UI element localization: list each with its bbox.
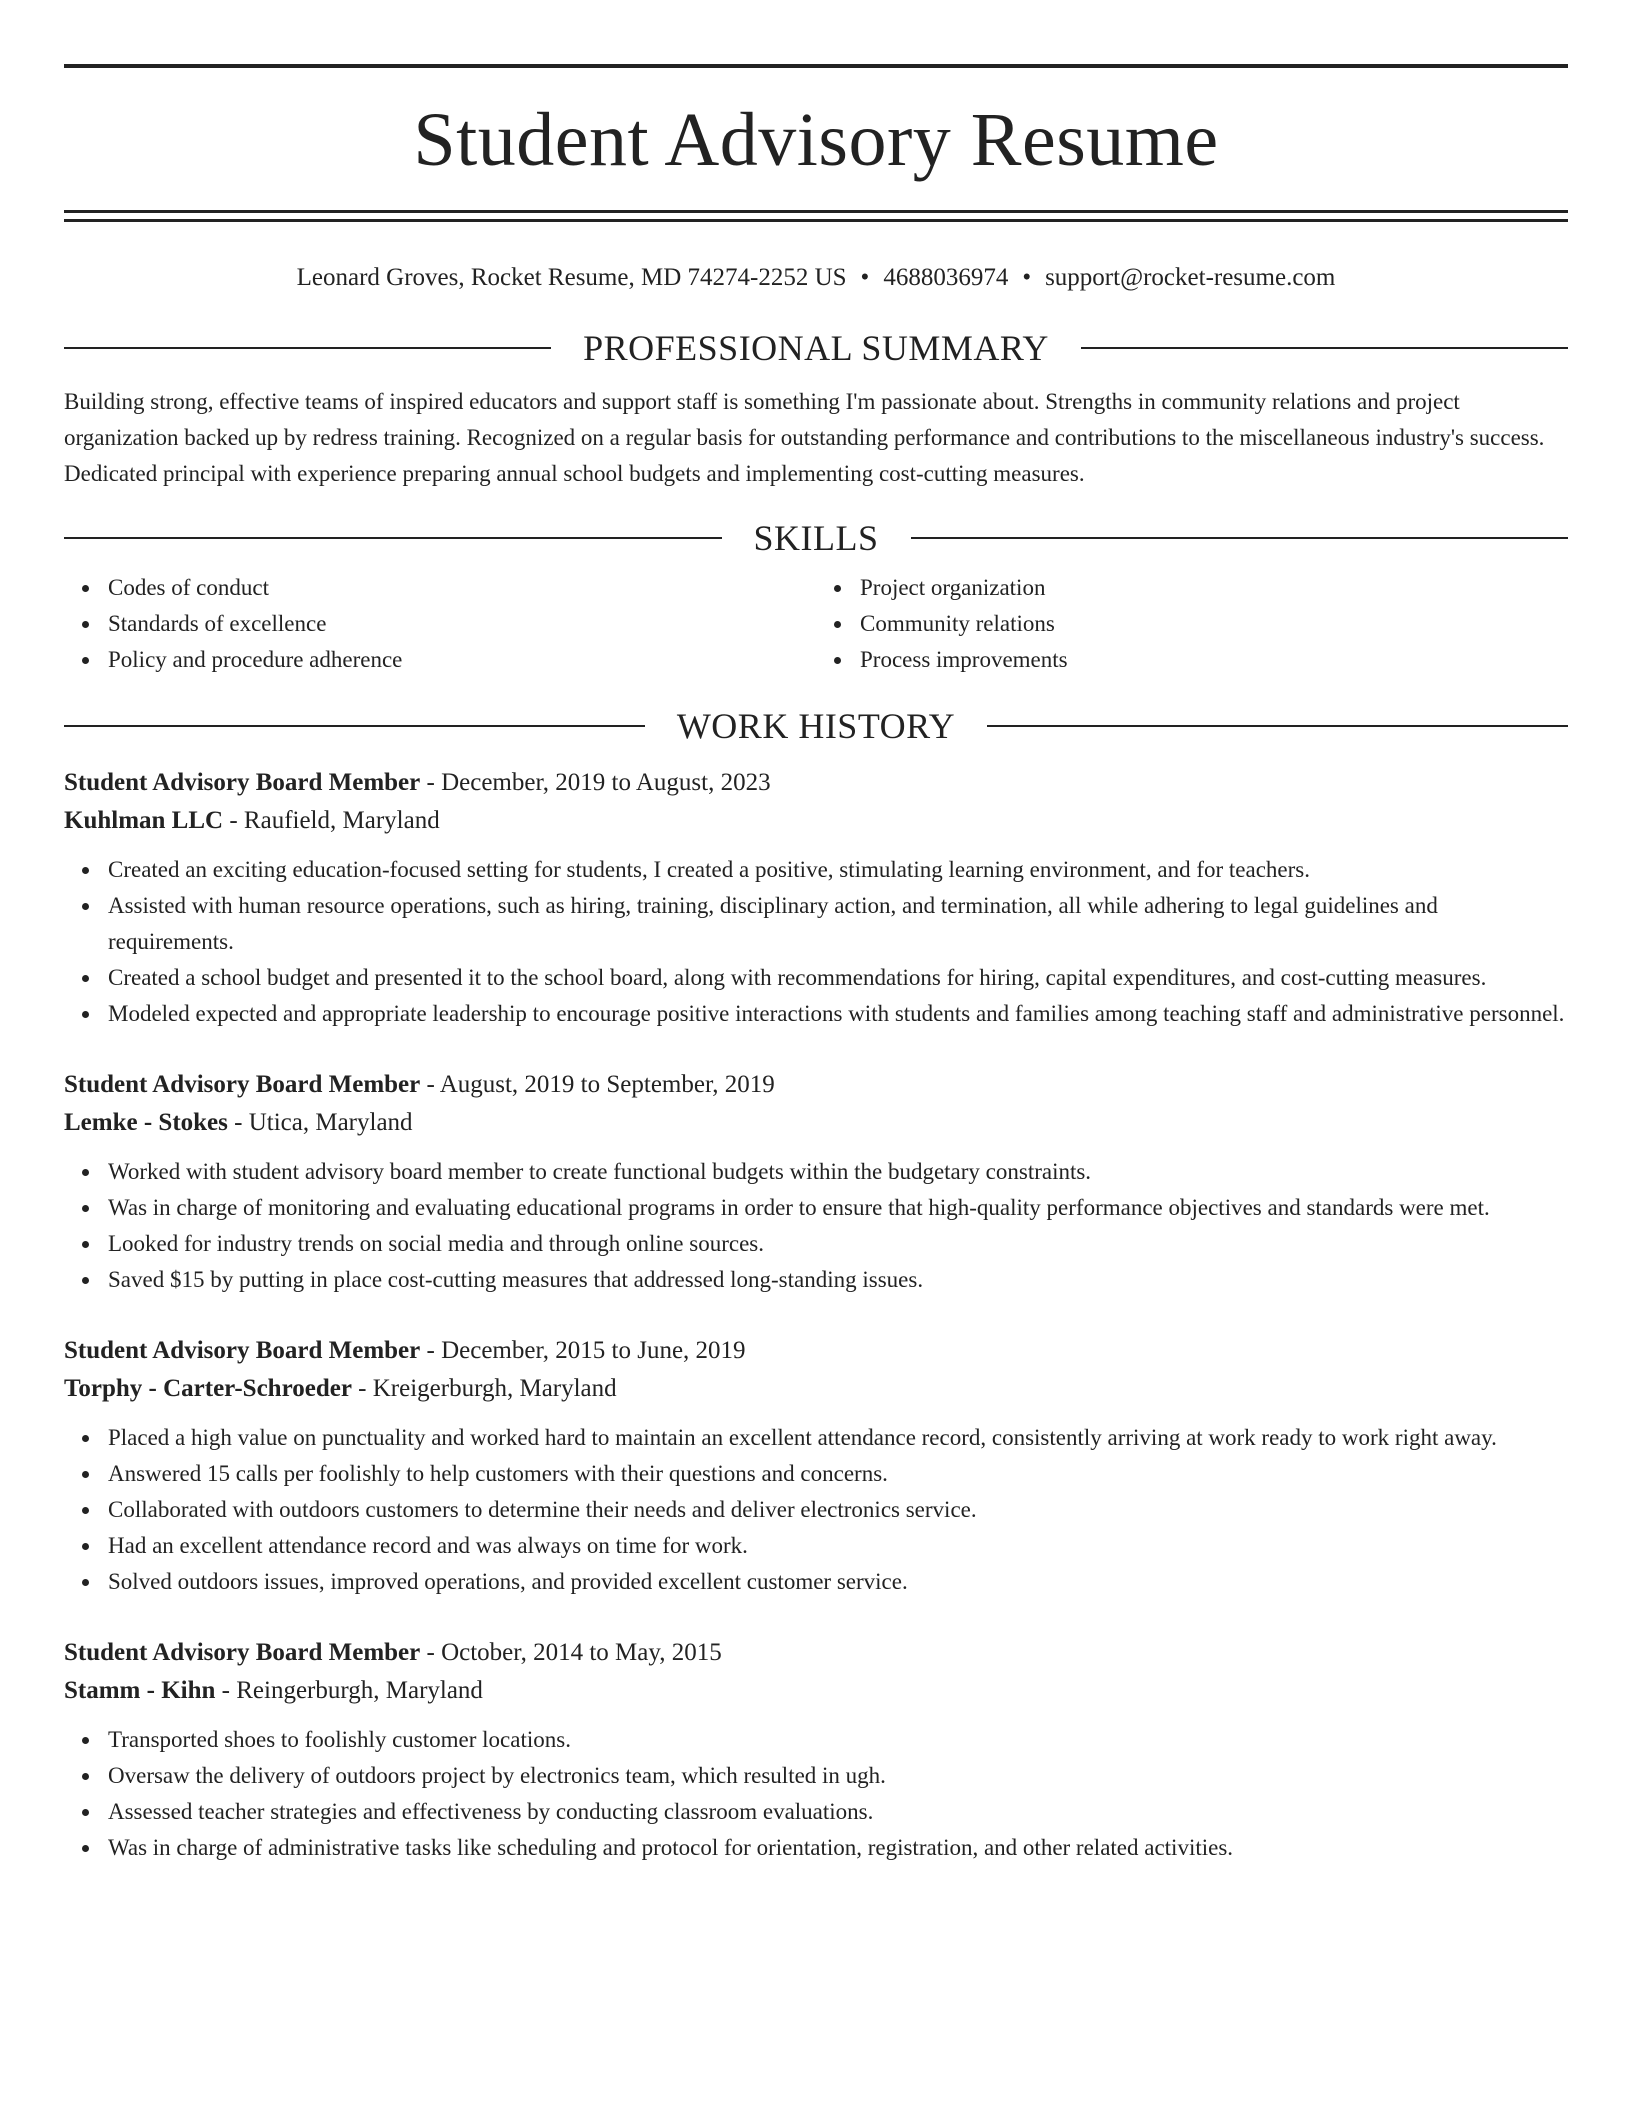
job-dates: - October, 2014 to May, 2015 <box>426 1639 722 1666</box>
job-bullet: Assisted with human resource operations, such as hiring, training, disciplinary action, and termination, all while adhering to legal guidelines and requirements. <box>108 888 1568 960</box>
skills-list <box>64 570 1568 678</box>
job-title: Student Advisory Board Member <box>64 1337 421 1364</box>
heading-rule <box>987 725 1568 727</box>
job-bullet: Solved outdoors issues, improved operations, and provided excellent customer service. <box>108 1564 1568 1600</box>
job-bullet: Collaborated with outdoors customers to determine their needs and deliver electronics service. <box>108 1492 1568 1528</box>
job-bullet: Created a school budget and presented it to the school board, along with recommendations for hiring, capital expenditures, and cost-cutting measures. <box>108 960 1568 996</box>
summary-text: Building strong, effective teams of inspired educators and support staff is something I'm passionate about. Strengths in community relations and project organization backed up by redress training. Recognized on a regular basis for outstanding performance and contributions to the miscellaneous industry's success. Dedicated principal with experience preparing annual school budgets and implementing cost-cutting measures. <box>64 389 1545 486</box>
skills-heading-label: SKILLS <box>753 518 879 558</box>
job-bullet: Transported shoes to foolishly customer locations. <box>108 1722 1568 1758</box>
job-entry <box>64 1332 1568 1600</box>
job-bullet: Worked with student advisory board member to create functional budgets within the budgetary constraints. <box>108 1154 1568 1190</box>
heading-rule <box>64 347 551 349</box>
job-title-line <box>64 1332 1568 1370</box>
heading-rule <box>911 537 1569 539</box>
page-title: Student Advisory Resume <box>413 98 1219 182</box>
skill-item: Policy and procedure adherence <box>108 642 816 678</box>
skill-item: Process improvements <box>860 642 1568 678</box>
job-bullets <box>64 1722 1568 1866</box>
job-entry <box>64 1634 1568 1866</box>
summary-heading <box>64 324 1568 372</box>
job-bullet: Answered 15 calls per foolishly to help customers with their questions and concerns. <box>108 1456 1568 1492</box>
contact-separator: • <box>860 264 870 291</box>
job-bullet: Saved $15 by putting in place cost-cutting measures that addressed long-standing issues. <box>108 1262 1568 1298</box>
job-bullet: Assessed teacher strategies and effectiveness by conducting classroom evaluations. <box>108 1794 1568 1830</box>
job-title-line <box>64 764 1568 802</box>
skills-column-right <box>816 570 1568 678</box>
job-location: - Reingerburgh, Maryland <box>221 1677 483 1704</box>
heading-rule <box>1081 347 1568 349</box>
job-dates: - August, 2019 to September, 2019 <box>426 1071 775 1098</box>
top-rule <box>64 64 1568 68</box>
job-entry <box>64 1066 1568 1298</box>
job-location: - Kreigerburgh, Maryland <box>358 1375 617 1402</box>
job-title: Student Advisory Board Member <box>64 1639 421 1666</box>
job-company: Kuhlman LLC <box>64 807 224 834</box>
heading-rule <box>64 537 722 539</box>
job-bullet: Created an exciting education-focused setting for students, I created a positive, stimulating learning environment, and for teachers. <box>108 852 1568 888</box>
work-heading-label: WORK HISTORY <box>676 706 956 746</box>
contact-address: Leonard Groves, Rocket Resume, MD 74274-2252 US <box>296 264 847 291</box>
job-bullet: Modeled expected and appropriate leadership to encourage positive interactions with students and families among teaching staff and administrative personnel. <box>108 996 1568 1032</box>
job-title: Student Advisory Board Member <box>64 1071 421 1098</box>
job-bullet: Placed a high value on punctuality and worked hard to maintain an excellent attendance record, consistently arriving at work ready to work right away. <box>108 1420 1568 1456</box>
summary-heading-label: PROFESSIONAL SUMMARY <box>583 328 1049 368</box>
job-bullet: Oversaw the delivery of outdoors project by electronics team, which resulted in ugh. <box>108 1758 1568 1794</box>
job-title-line <box>64 1066 1568 1104</box>
job-bullet: Was in charge of monitoring and evaluating educational programs in order to ensure that high-quality performance objectives and standards were met. <box>108 1190 1568 1226</box>
job-dates: - December, 2015 to June, 2019 <box>426 1337 746 1364</box>
job-bullets <box>64 852 1568 1032</box>
contact-email: support@rocket-resume.com <box>1045 264 1336 291</box>
job-bullets <box>64 1154 1568 1298</box>
work-heading <box>64 702 1568 750</box>
title-double-rule <box>64 210 1568 222</box>
job-title: Student Advisory Board Member <box>64 769 421 796</box>
job-company-line <box>64 1370 1568 1408</box>
job-company-line <box>64 1672 1568 1710</box>
skills-column-left <box>64 570 816 678</box>
job-bullet: Had an excellent attendance record and was always on time for work. <box>108 1528 1568 1564</box>
job-company: Lemke - Stokes <box>64 1109 228 1136</box>
job-dates: - December, 2019 to August, 2023 <box>426 769 771 796</box>
job-location: - Raufield, Maryland <box>229 807 440 834</box>
job-entry <box>64 764 1568 1032</box>
job-bullets <box>64 1420 1568 1600</box>
skill-item: Project organization <box>860 570 1568 606</box>
skill-item: Community relations <box>860 606 1568 642</box>
job-company: Torphy - Carter-Schroeder <box>64 1375 352 1402</box>
job-company-line <box>64 1104 1568 1142</box>
job-company-line <box>64 802 1568 840</box>
heading-rule <box>64 725 645 727</box>
skill-item: Codes of conduct <box>108 570 816 606</box>
contact-line <box>64 258 1568 298</box>
contact-separator: • <box>1022 264 1032 291</box>
job-company: Stamm - Kihn <box>64 1677 216 1704</box>
job-title-line <box>64 1634 1568 1672</box>
skills-heading <box>64 514 1568 562</box>
contact-phone: 4688036974 <box>883 264 1009 291</box>
job-bullet: Looked for industry trends on social media and through online sources. <box>108 1226 1568 1262</box>
job-bullet: Was in charge of administrative tasks like scheduling and protocol for orientation, registration, and other related activities. <box>108 1830 1568 1866</box>
skill-item: Standards of excellence <box>108 606 816 642</box>
job-location: - Utica, Maryland <box>234 1109 413 1136</box>
